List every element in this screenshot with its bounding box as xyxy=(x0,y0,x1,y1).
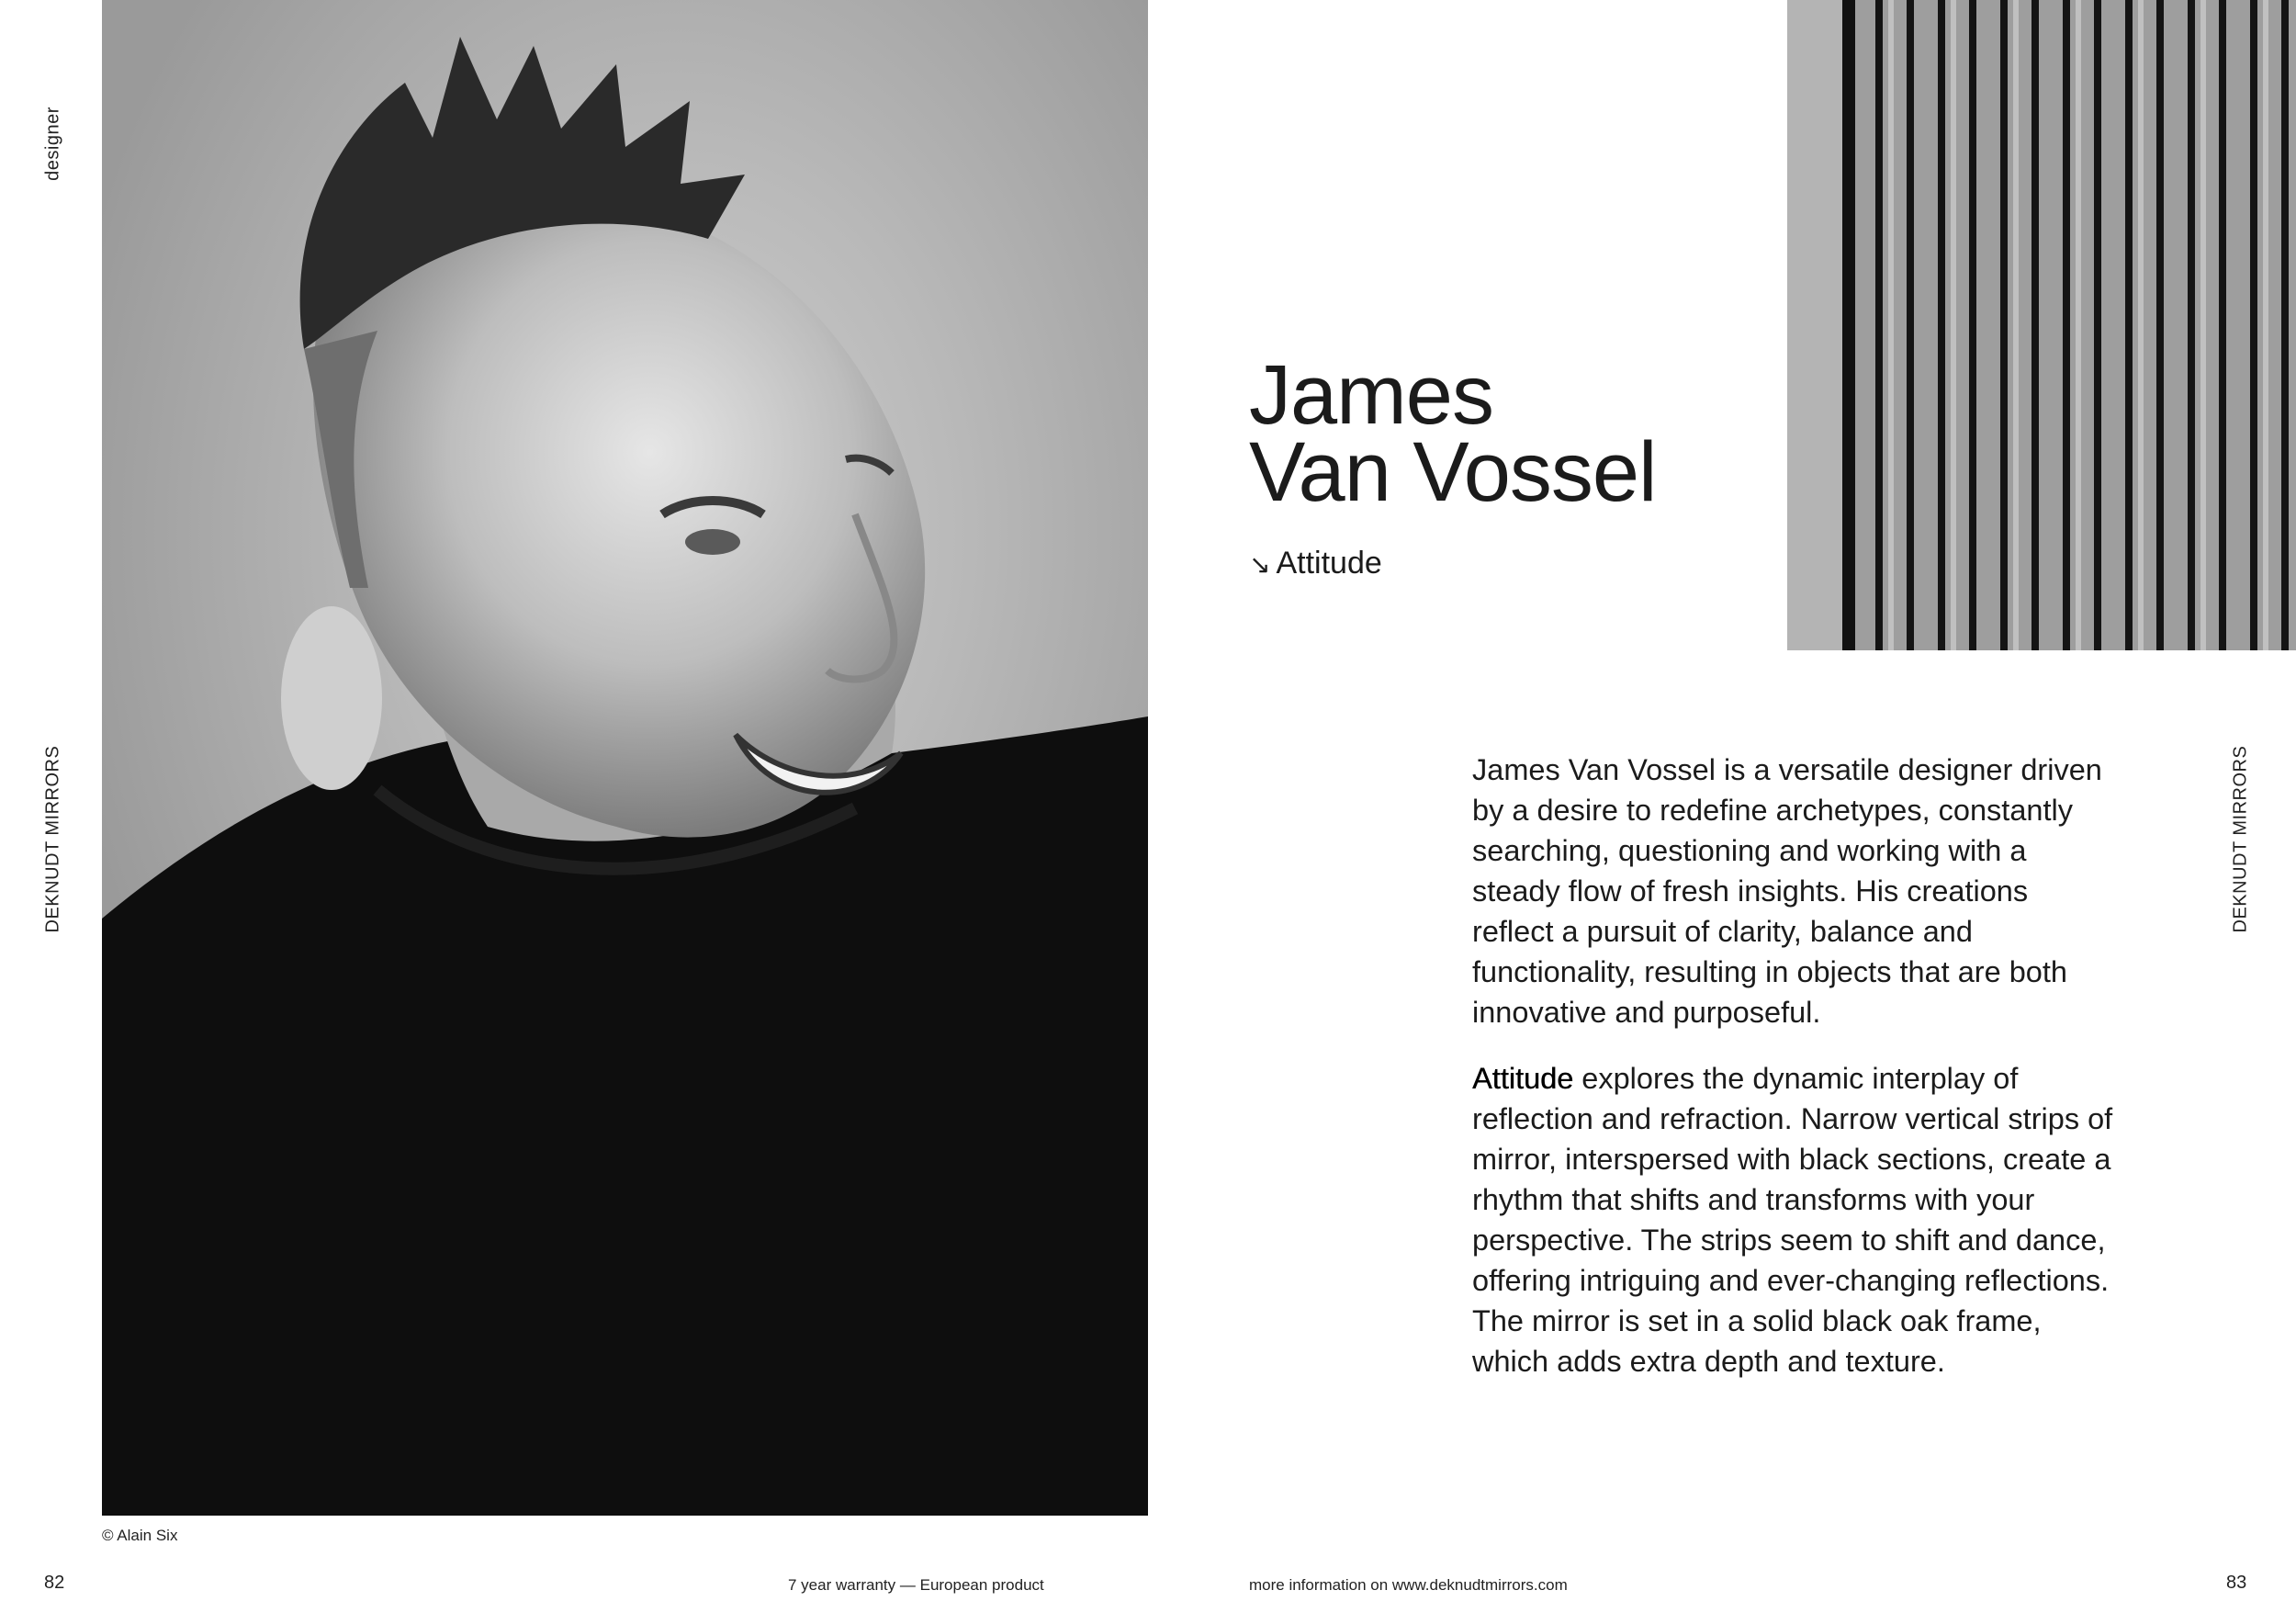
attitude-mirror-detail-photo xyxy=(1787,0,2296,650)
product-description-paragraph xyxy=(1472,1058,2115,1382)
page-number-left: 82 xyxy=(44,1573,65,1593)
designer-first-name: James xyxy=(1249,348,1493,442)
website-info-note: more information on www.deknudtmirrors.com xyxy=(1249,1576,1568,1594)
product-subtitle xyxy=(1249,546,1382,581)
warranty-note: 7 year warranty — European product xyxy=(788,1576,1044,1594)
designer-portrait-photo xyxy=(102,0,1148,1516)
product-description-text: explores the dynamic interplay of reflection and refraction. Narrow vertical strips of mirror, interspersed with black sections, create a rhythm that shifts and transforms with your perspective. The strips seem to shift and dance, offering intriguing and ever-changing reflections. The mirror is set in a solid black oak frame, which adds extra depth and texture. xyxy=(1472,1062,2113,1378)
product-name: Attitude xyxy=(1276,546,1382,581)
mirror-strips-illustration xyxy=(1787,0,2296,650)
product-name-bold: Attitude xyxy=(1472,1062,1574,1095)
designer-name-heading xyxy=(1249,348,1657,519)
body-copy xyxy=(1472,750,2115,1407)
designer-last-name: Van Vossel xyxy=(1249,425,1657,519)
arrow-down-right-icon: ↘ xyxy=(1249,550,1271,579)
portrait-illustration xyxy=(102,0,1148,1516)
designer-side-label: designer xyxy=(42,107,63,181)
brand-side-label-right: DEKNUDT MIRRORS xyxy=(2230,745,2251,933)
photo-credit: © Alain Six xyxy=(102,1527,178,1544)
designer-bio-paragraph: James Van Vossel is a versatile designer driven by a desire to redefine archetypes, constantly searching, questioning and working with a steady flow of fresh insights. His creations reflect a pursuit of clarity, balance and functionality, resulting in objects that are both innovative and purposeful. xyxy=(1472,753,2102,1029)
page-number-right: 83 xyxy=(2226,1573,2247,1593)
brand-side-label-left: DEKNUDT MIRRORS xyxy=(42,745,63,933)
